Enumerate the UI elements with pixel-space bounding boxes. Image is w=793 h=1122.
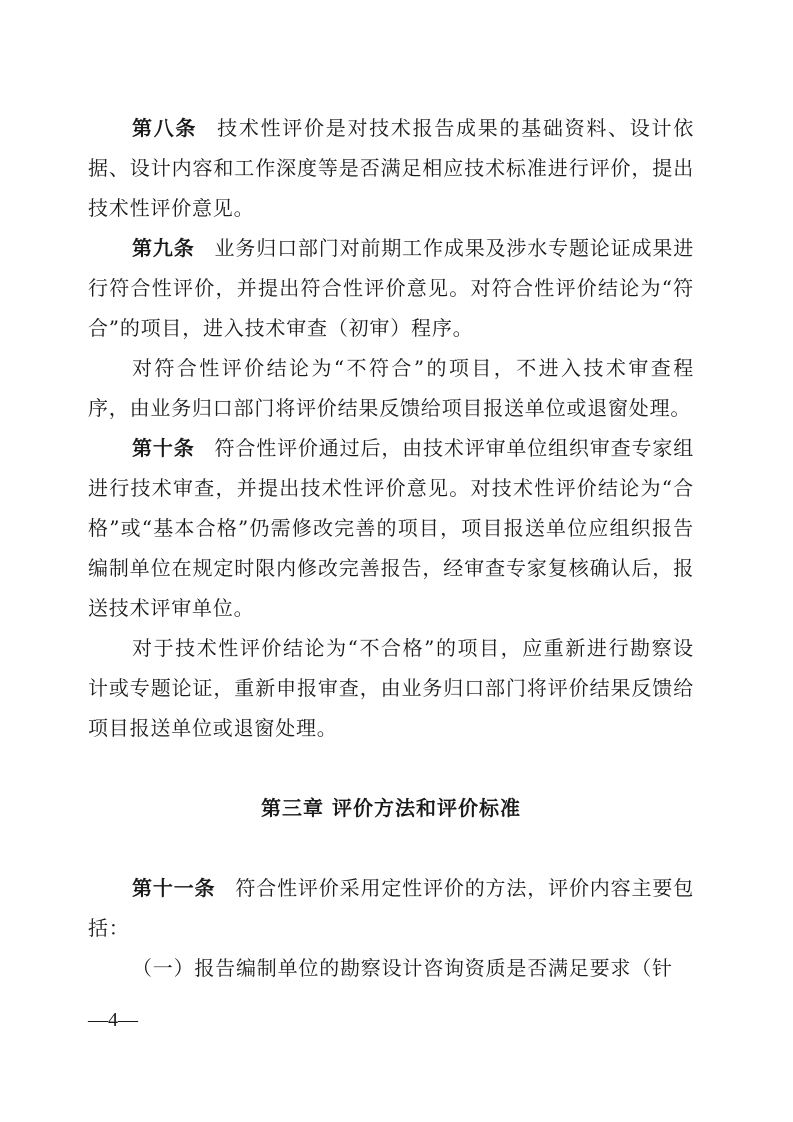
article-10-paragraph-2 xyxy=(88,628,694,748)
article-11-item-1-text: （一）报告编制单位的勘察设计咨询资质是否满足要求（针 xyxy=(132,956,673,980)
article-8 xyxy=(88,108,694,228)
article-11-item-1 xyxy=(88,948,694,988)
article-11-label: 第十一条 xyxy=(132,876,216,900)
article-9-paragraph-2-text: 对符合性评价结论为“不符合”的项目，不进入技术审查程序，由业务归口部门将评价结果反馈给项目报送单位或退窗处理。 xyxy=(88,356,694,420)
article-8-text: 技术性评价是对技术报告成果的基础资料、设计依据、设计内容和工作深度等是否满足相应技术标准进行评价，提出技术性评价意见。 xyxy=(88,116,694,220)
article-10-text: 符合性评价通过后，由技术评审单位组织审查专家组进行技术审查，并提出技术性评价意见。对技术性评价结论为“合格”或“基本合格”仍需修改完善的项目，项目报送单位应组织报告编制单位在规定时限内修改完善报告，经审查专家复核确认后，报送技术评审单位。 xyxy=(88,436,694,620)
article-10-label: 第十条 xyxy=(132,436,195,460)
article-9-text: 业务归口部门对前期工作成果及涉水专题论证成果进行符合性评价，并提出符合性评价意见。对符合性评价结论为“符合”的项目，进入技术审查（初审）程序。 xyxy=(88,236,694,340)
document-body xyxy=(88,108,694,988)
article-9 xyxy=(88,228,694,348)
page-number: —4— xyxy=(88,1009,138,1031)
article-11-text: 符合性评价采用定性评价的方法，评价内容主要包括： xyxy=(88,876,694,940)
article-11 xyxy=(88,868,694,948)
article-10-paragraph-2-text: 对于技术性评价结论为“不合格”的项目，应重新进行勘察设计或专题论证，重新申报审查，由业务归口部门将评价结果反馈给项目报送单位或退窗处理。 xyxy=(88,636,694,740)
article-9-label: 第九条 xyxy=(132,236,195,260)
article-9-paragraph-2 xyxy=(88,348,694,428)
article-10 xyxy=(88,428,694,628)
article-8-label: 第八条 xyxy=(132,116,198,140)
chapter-3-heading: 第三章 评价方法和评价标准 xyxy=(261,796,521,820)
